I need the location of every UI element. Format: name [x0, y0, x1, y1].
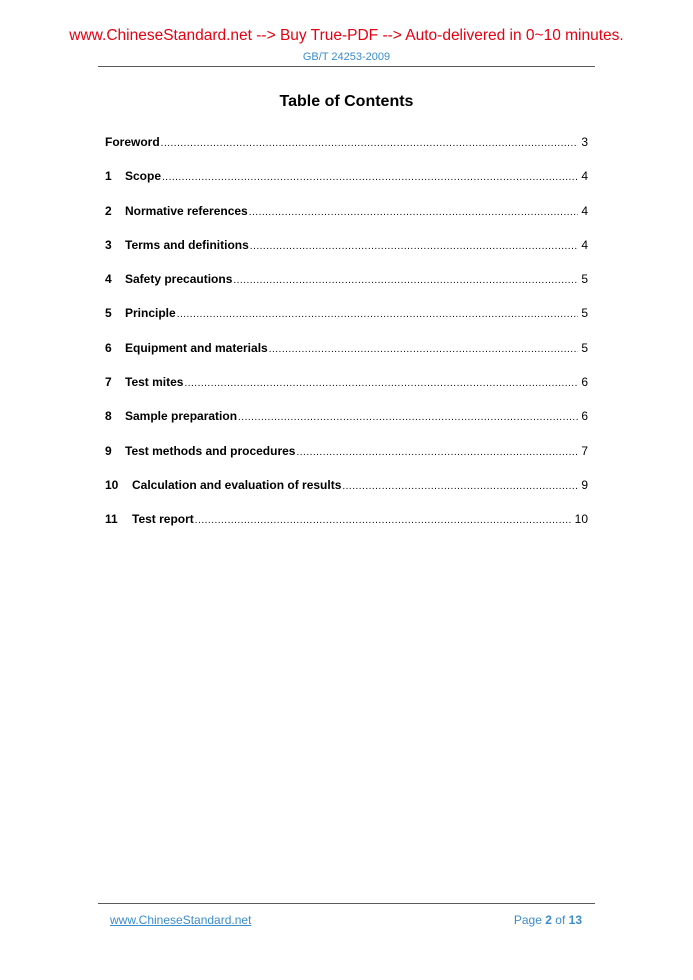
toc-entry-page: 6: [581, 409, 588, 424]
toc-entry-number: 3: [105, 237, 112, 252]
toc-entry-number: 9: [105, 443, 112, 458]
table-of-contents: [105, 135, 588, 547]
toc-entry-safety-precautions[interactable]: [105, 272, 588, 306]
toc-entry-label: Normative references: [125, 203, 248, 218]
toc-entry-test-mites[interactable]: [105, 375, 588, 409]
toc-entry-number: 8: [105, 409, 112, 424]
toc-entry-label: Equipment and materials: [125, 340, 268, 355]
toc-entry-page: 10: [574, 512, 588, 527]
footer-divider: [98, 903, 595, 904]
page-indicator: [514, 913, 582, 927]
toc-entry-number: 10: [105, 477, 119, 492]
toc-entry-number: 2: [105, 203, 112, 218]
dot-leader: [233, 275, 578, 286]
toc-entry-page: 6: [581, 375, 588, 390]
dot-leader: [238, 412, 578, 423]
toc-entry-label: Principle: [125, 306, 176, 321]
toc-entry-sample-preparation[interactable]: [105, 409, 588, 443]
toc-entry-label: Sample preparation: [125, 409, 238, 424]
toc-entry-foreword[interactable]: [105, 135, 588, 169]
toc-entry-calculation-and-evaluation[interactable]: [105, 478, 588, 512]
toc-entry-number: 11: [105, 512, 118, 527]
toc-entry-terms-and-definitions[interactable]: [105, 238, 588, 272]
promo-banner[interactable]: www.ChineseStandard.net --> Buy True-PDF --> Auto-delivered in 0~10 minutes.: [69, 27, 624, 44]
toc-entry-principle[interactable]: [105, 306, 588, 340]
toc-entry-equipment-and-materials[interactable]: [105, 341, 588, 375]
toc-title: Table of Contents: [279, 93, 414, 110]
toc-entry-test-report[interactable]: [105, 512, 588, 546]
toc-entry-page: 5: [581, 272, 588, 287]
toc-entry-number: 7: [105, 375, 112, 390]
toc-entry-label: Test methods and procedures: [125, 443, 296, 458]
dot-leader: [195, 515, 572, 526]
toc-entry-number: 1: [105, 169, 112, 184]
toc-entry-label: Safety precautions: [125, 272, 233, 287]
page-current: 2: [545, 913, 552, 927]
toc-entry-page: 4: [581, 203, 588, 218]
dot-leader: [184, 378, 578, 389]
toc-entry-test-methods-and-procedures[interactable]: [105, 444, 588, 478]
toc-entry-normative-references[interactable]: [105, 204, 588, 238]
toc-entry-number: 4: [105, 272, 112, 287]
toc-entry-page: 4: [581, 237, 588, 252]
page-total: 13: [568, 913, 582, 927]
dot-leader: [269, 344, 579, 355]
toc-entry-scope[interactable]: [105, 169, 588, 203]
document-code: GB/T 24253-2009: [302, 51, 391, 63]
toc-entry-number: 5: [105, 306, 112, 321]
dot-leader: [342, 481, 578, 492]
dot-leader: [249, 207, 579, 218]
toc-entry-number: 6: [105, 340, 112, 355]
page-sep: of: [555, 913, 566, 927]
toc-entry-label: Test report: [132, 512, 194, 527]
dot-leader: [161, 138, 579, 149]
page-prefix: Page: [513, 913, 542, 927]
header-divider: [98, 66, 595, 67]
toc-entry-page: 5: [581, 340, 588, 355]
dot-leader: [162, 172, 578, 183]
toc-entry-page: 9: [581, 477, 588, 492]
toc-entry-label: Foreword: [105, 135, 160, 149]
toc-entry-label: Calculation and evaluation of results: [132, 477, 342, 492]
toc-entry-page: 3: [581, 135, 588, 149]
dot-leader: [177, 309, 579, 320]
toc-entry-label: Scope: [125, 169, 162, 184]
dot-leader: [250, 241, 579, 252]
toc-entry-label: Terms and definitions: [125, 237, 249, 252]
toc-entry-page: 5: [581, 306, 588, 321]
toc-entry-page: 4: [581, 169, 588, 184]
footer-website-link[interactable]: www.ChineseStandard.net: [110, 913, 252, 927]
toc-entry-page: 7: [581, 443, 588, 458]
dot-leader: [296, 447, 578, 458]
toc-entry-label: Test mites: [125, 375, 184, 390]
